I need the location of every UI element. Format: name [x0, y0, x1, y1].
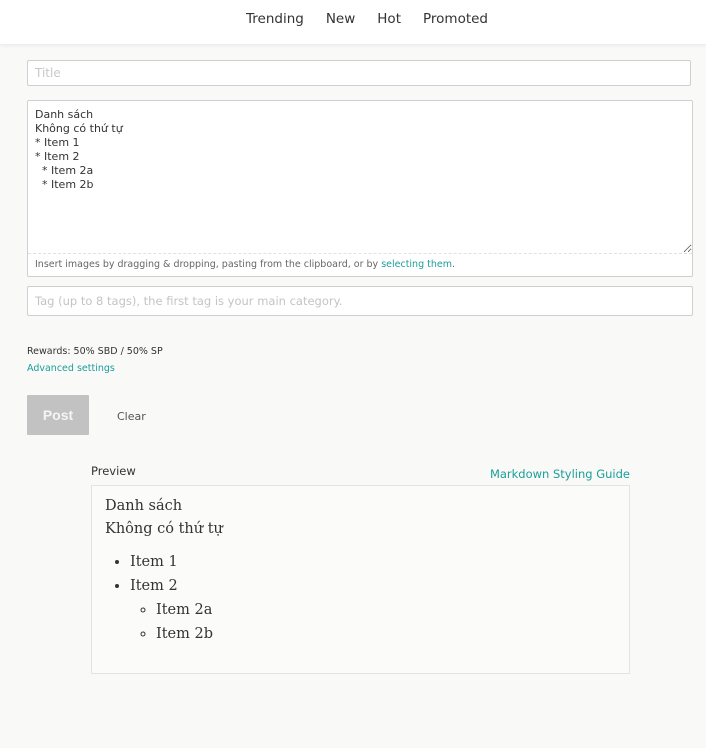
select-images-link[interactable]: selecting them [381, 259, 452, 270]
rewards-text: Rewards: 50% SBD / 50% SP [27, 346, 163, 357]
sublist-item [156, 623, 616, 646]
nav-item-trending[interactable]: Trending [246, 11, 304, 27]
tags-input[interactable] [27, 286, 693, 316]
image-drop-note [28, 253, 692, 276]
nav-item-promoted[interactable]: Promoted [423, 11, 488, 27]
nav-item-hot[interactable]: Hot [377, 11, 401, 27]
preview-line-1: Danh sách [105, 498, 183, 514]
preview-list [105, 551, 616, 646]
markdown-guide-link[interactable]: Markdown Styling Guide [489, 467, 630, 481]
body-textarea[interactable] [28, 101, 692, 253]
top-navigation [0, 0, 706, 45]
list-item-label: Item 1 [130, 554, 178, 570]
sublist-item-label: Item 2a [156, 602, 213, 618]
drop-note-suffix: . [451, 259, 456, 270]
body-editor [27, 100, 693, 277]
preview-panel [91, 485, 630, 674]
preview-line-2: Không có thứ tự [105, 521, 223, 537]
list-item [130, 575, 616, 646]
list-item [130, 551, 616, 574]
clear-button[interactable]: Clear [117, 410, 146, 423]
sublist-item [156, 599, 616, 622]
preview-sublist [130, 599, 616, 646]
list-item-label: Item 2 [130, 578, 178, 594]
sublist-item-label: Item 2b [156, 626, 214, 642]
advanced-settings-link[interactable]: Advanced settings [27, 363, 115, 374]
post-button[interactable]: Post [27, 395, 89, 435]
drop-note-text: Insert images by dragging & dropping, pasting from the clipboard, or by [35, 259, 382, 270]
nav-menu [246, 11, 488, 27]
title-input[interactable] [27, 60, 691, 86]
preview-label: Preview [91, 464, 136, 478]
preview-paragraph [105, 495, 616, 541]
nav-item-new[interactable]: New [325, 11, 356, 27]
